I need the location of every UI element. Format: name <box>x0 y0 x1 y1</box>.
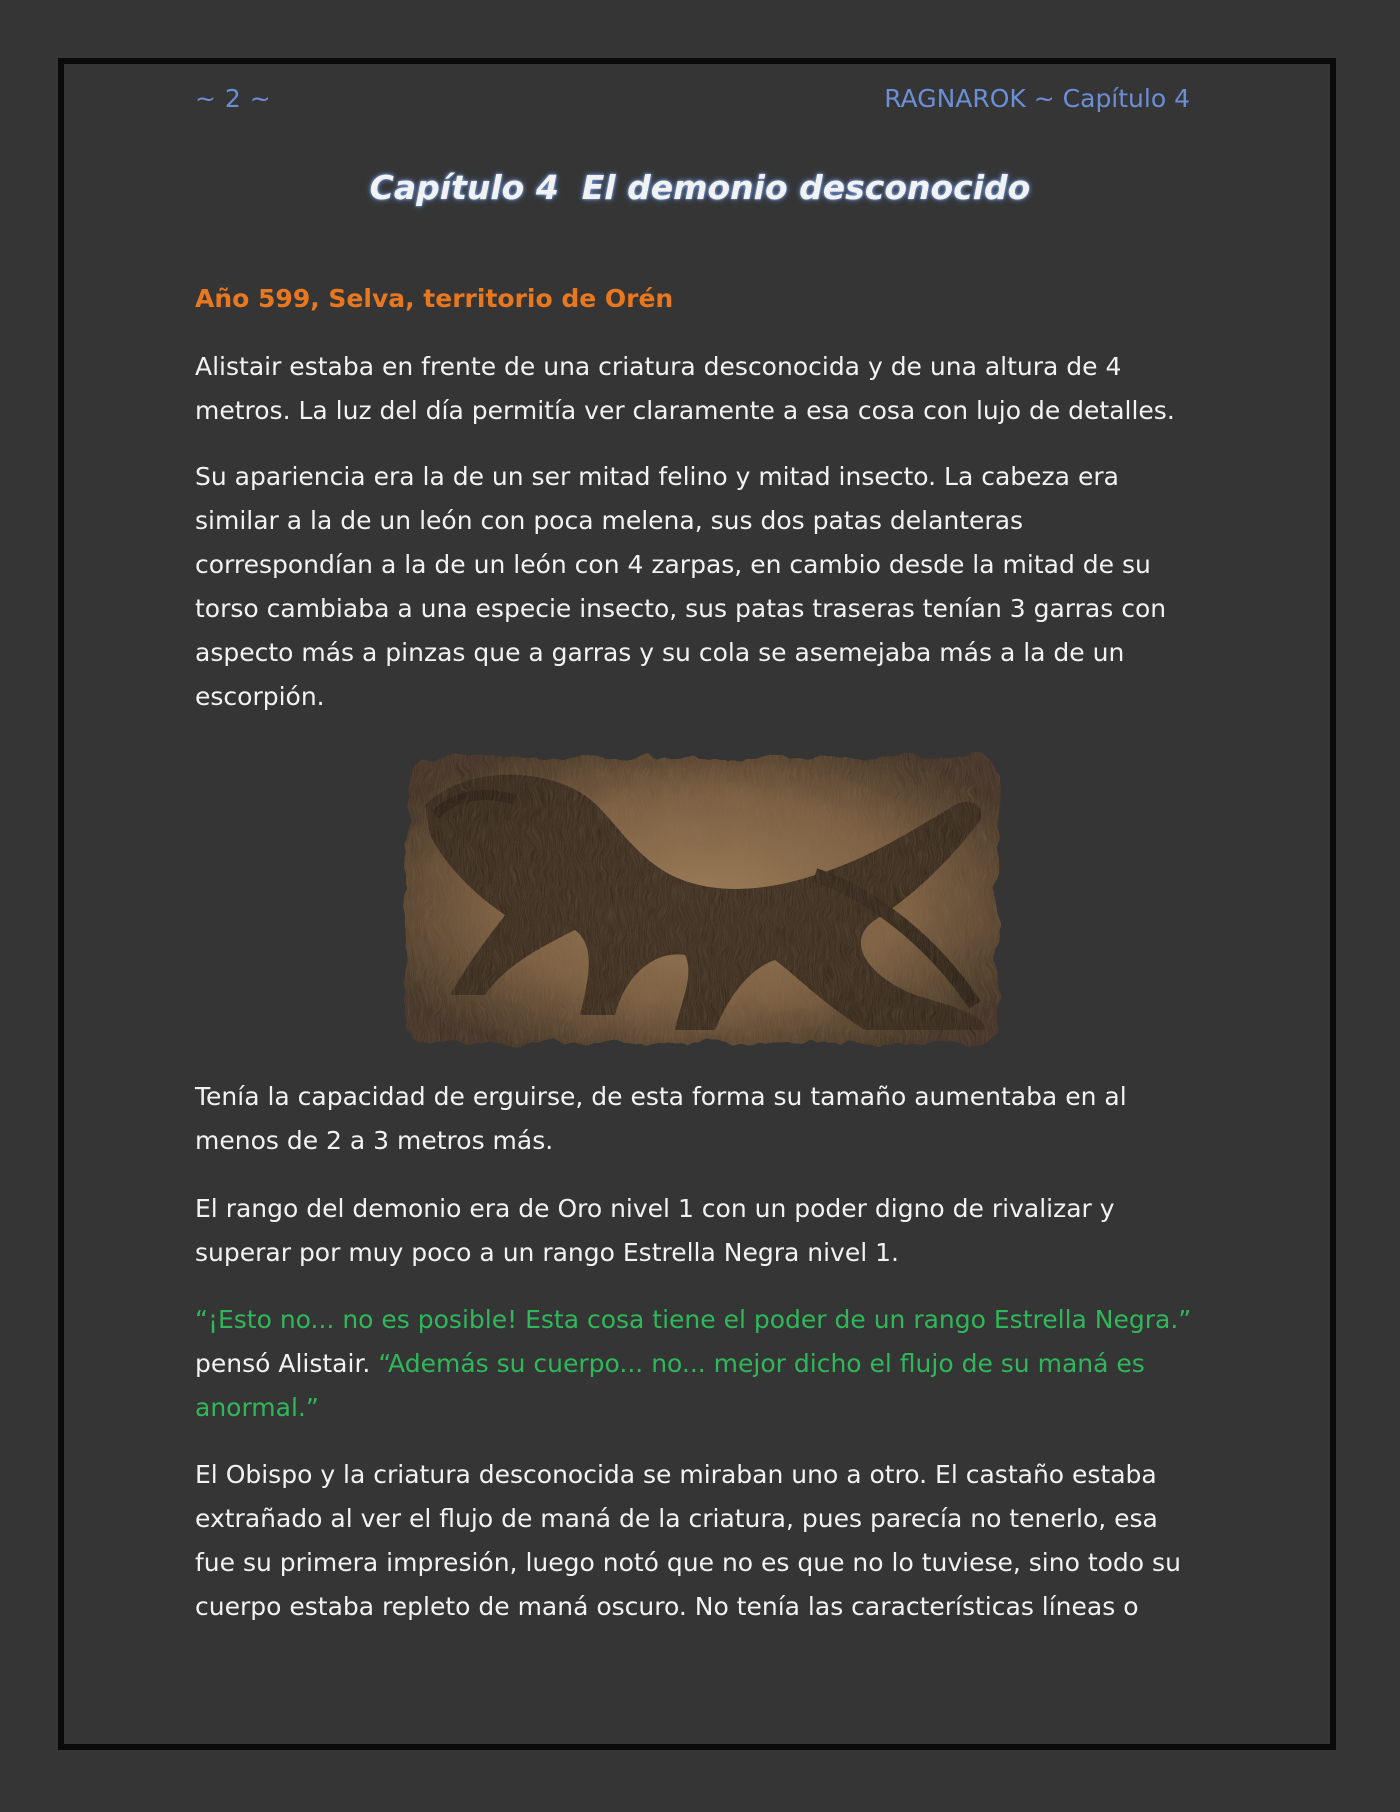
paragraph: El rango del demonio era de Oro nivel 1 con un poder digno de rivalizar y superar por muy poco a un rango Estrella Negra nivel 1. <box>195 1194 1115 1267</box>
chapter-title: Capítulo 4 El demonio desconocido <box>369 168 1031 207</box>
page-number: ~ 2 ~ <box>195 84 272 113</box>
thought-text: “¡Esto no... no es posible! Esta cosa tiene el poder de un rango Estrella Negra.” <box>195 1305 1192 1334</box>
location-heading: Año 599, Selva, territorio de Orén <box>195 284 674 313</box>
creature-illustration <box>395 745 1010 1055</box>
paragraph: Su apariencia era la de un ser mitad felino y mitad insecto. La cabeza era similar a la de un león con poca melena, sus dos patas delanteras correspondían a la de un león con 4 zarpas, en cambio desde la mitad de su torso cambiaba a una especie insecto, sus patas traseras tenían 3 garras con aspecto más a pinzas que a garras y su cola se asemejaba más a la de un escorpión. <box>195 462 1167 711</box>
paragraph: El Obispo y la criatura desconocida se miraban uno a otro. El castaño estaba extrañado al ver el flujo de maná de la criatura, pues parecía no tenerlo, esa fue su primera impresión, luego notó que no es que no lo tuviese, sino todo su cuerpo estaba repleto de maná oscuro. No tenía las características líneas o <box>195 1460 1181 1621</box>
running-title: RAGNAROK ~ Capítulo 4 <box>884 84 1190 113</box>
paragraph: Alistair estaba en frente de una criatura desconocida y de una altura de 4 metros. La luz del día permitía ver claramente a esa cosa con lujo de detalles. <box>195 352 1175 425</box>
paragraph: Tenía la capacidad de erguirse, de esta forma su tamaño aumentaba en al menos de 2 a 3 metros más. <box>195 1082 1127 1155</box>
thought-text: “Además su cuerpo... no... mejor dicho el flujo de su maná es anormal.” <box>195 1349 1145 1422</box>
narration-text: pensó Alistair. <box>195 1349 379 1378</box>
paragraph-thought <box>195 1298 1205 1430</box>
